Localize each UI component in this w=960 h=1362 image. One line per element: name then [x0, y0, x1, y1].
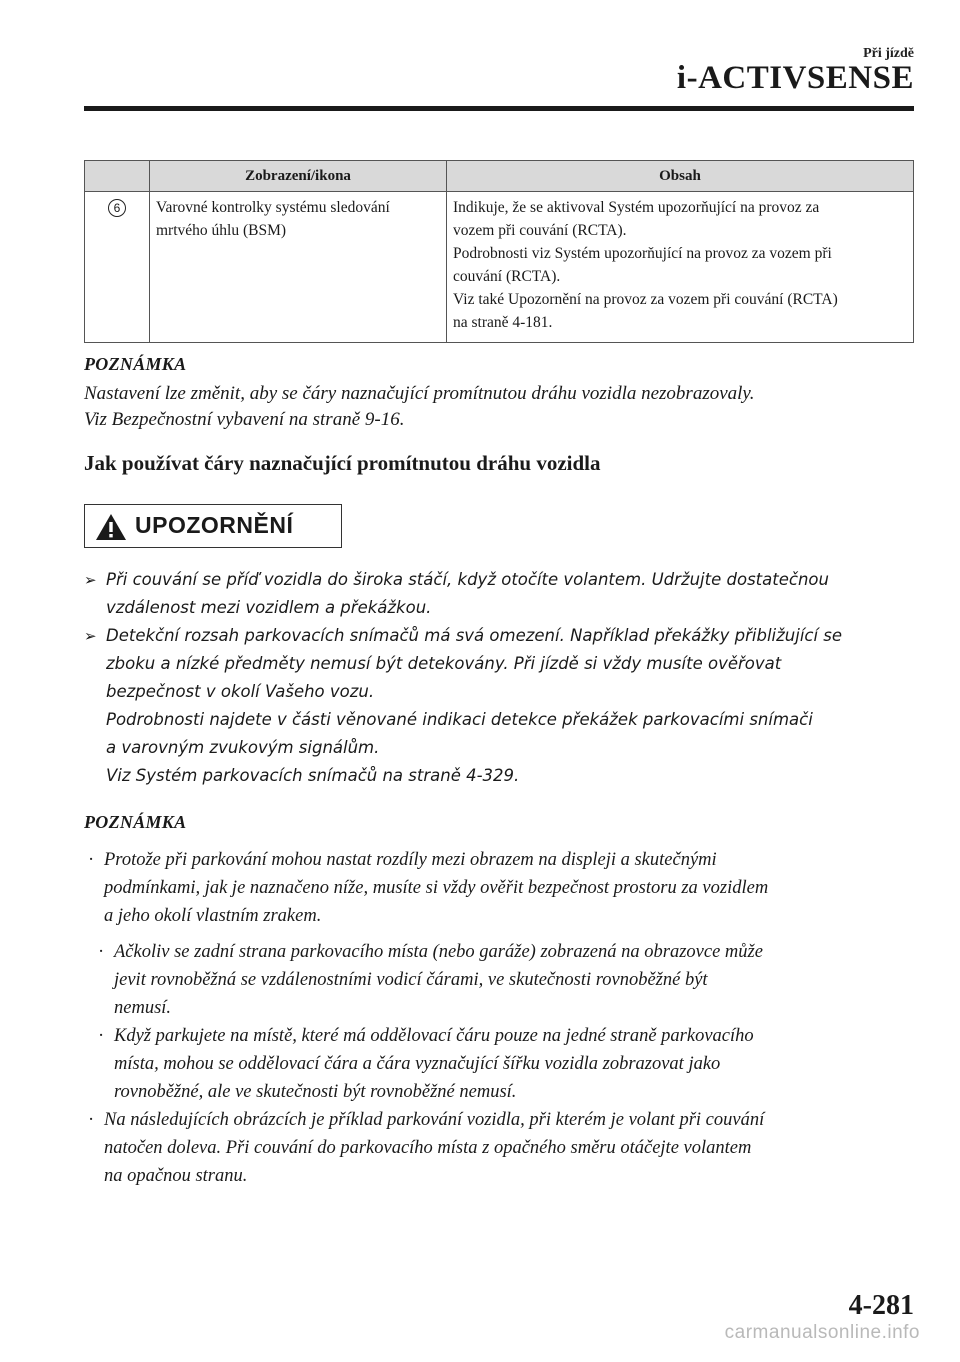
warning-line: Viz Systém parkovacích snímačů na straně 4-329. — [106, 766, 520, 785]
content-line: Viz také Upozornění na provoz za vozem při couvání (RCTA) — [453, 291, 838, 308]
watermark: carmanualsonline.info — [724, 1322, 920, 1343]
note2-subbullet — [84, 1022, 924, 1106]
warning-line: a varovným zvukovým signálům. — [106, 738, 380, 757]
warning-item — [84, 622, 924, 790]
table-header-display: Zobrazení/ikona — [150, 161, 447, 192]
note1-title: POZNÁMKA — [84, 354, 187, 374]
note2-line: Na následujících obrázcích je příklad parkování vozidla, při kterém je volant při couvání — [104, 1110, 765, 1130]
content-line: couvání (RCTA). — [453, 268, 561, 285]
table-row — [85, 192, 914, 343]
note1-line: Viz Bezpečnostní vybavení na straně 9-16. — [84, 409, 405, 430]
section-heading: Jak používat čáry naznačující promítnutou dráhu vozidla — [84, 451, 601, 475]
bullet-dot-icon: · — [88, 1110, 95, 1130]
note2-line: nemusí. — [114, 998, 172, 1018]
note2-line: podmínkami, jak je naznačeno níže, musíte si vždy ověřit bezpečnost prostoru za vozidlem — [104, 878, 769, 898]
row-content-cell — [447, 192, 914, 343]
note2-subbullet — [84, 938, 924, 1022]
table-header-row — [85, 161, 914, 192]
warning-list — [84, 566, 924, 790]
arrow-bullet-icon: ➢ — [84, 571, 97, 589]
header-title: i-ACTIVSENSE — [676, 60, 914, 96]
note2-line: a jeho okolí vlastním zrakem. — [104, 906, 322, 926]
note2-body — [84, 846, 924, 1190]
content-line: Podrobnosti viz Systém upozorňující na provoz za vozem při — [453, 245, 832, 262]
content-line: Indikuje, že se aktivoval Systém upozorňující na provoz za — [453, 199, 820, 216]
note2-bullet — [84, 846, 924, 930]
note2-title: POZNÁMKA — [84, 812, 187, 832]
note2-line: Protože při parkování mohou nastat rozdíly mezi obrazem na displeji a skutečnými — [104, 850, 717, 870]
bullet-dot-icon: · — [98, 1026, 105, 1046]
header-section: Při jízdě — [863, 46, 914, 61]
display-line: Varovné kontrolky systému sledování — [156, 199, 390, 216]
content-line: na straně 4-181. — [453, 314, 553, 331]
warning-box — [84, 504, 342, 548]
content-line: vozem při couvání (RCTA). — [453, 222, 627, 239]
display-line: mrtvého úhlu (BSM) — [156, 222, 287, 239]
bullet-dot-icon: · — [88, 850, 95, 870]
note2-line: natočen doleva. Při couvání do parkovacího místa z opačného směru otáčejte volantem — [104, 1138, 752, 1158]
note2-line: Když parkujete na místě, které má oddělovací čáru pouze na jedné straně parkovacího — [114, 1026, 754, 1046]
note2-line: na opačnou stranu. — [104, 1166, 248, 1186]
warning-label: UPOZORNĚNÍ — [135, 512, 294, 538]
warning-line: bezpečnost v okolí Vašeho vozu. — [106, 682, 375, 701]
page-number: 4-281 — [848, 1290, 914, 1321]
bullet-dot-icon: · — [98, 942, 105, 962]
warning-line: Podrobnosti najdete v části věnované indikaci detekce překážek parkovacími snímači — [106, 710, 813, 729]
circled-number: 6 — [108, 199, 126, 217]
table-header-blank — [85, 161, 150, 192]
note1-line: Nastavení lze změnit, aby se čáry naznačující promítnutou dráhu vozidla nezobrazovaly. — [84, 383, 755, 404]
note2-line: Ačkoliv se zadní strana parkovacího místa (nebo garáže) zobrazená na obrazovce může — [114, 942, 763, 962]
warning-line: zboku a nízké předměty nemusí být detekovány. Při jízdě si vždy musíte ověřovat — [106, 654, 782, 673]
table-header-content: Obsah — [447, 161, 914, 192]
row-display-cell — [150, 192, 447, 343]
row-number-cell — [85, 192, 150, 343]
note2-line: místa, mohou se oddělovací čára a čára vyznačující šířku vozidla zobrazovat jako — [114, 1054, 721, 1074]
warning-item — [84, 566, 924, 622]
note2-line: rovnoběžné, ale ve skutečnosti být rovnoběžné nemusí. — [114, 1082, 517, 1102]
note2-bullet — [84, 1106, 924, 1190]
note1-text — [84, 381, 914, 433]
arrow-bullet-icon: ➢ — [84, 627, 97, 645]
note2-line: jevit rovnoběžná se vzdálenostními vodicí čárami, ve skutečnosti rovnoběžné být — [114, 970, 708, 990]
warning-triangle-icon — [95, 513, 127, 546]
info-table — [84, 160, 914, 343]
header-rule — [84, 106, 914, 111]
warning-line: Detekční rozsah parkovacích snímačů má svá omezení. Například překážky přibližující se — [106, 626, 843, 645]
warning-line: vzdálenost mezi vozidlem a překážkou. — [106, 598, 432, 617]
warning-line: Při couvání se příď vozidla do široka stáčí, když otočíte volantem. Udržujte dostatečnou — [106, 570, 829, 589]
